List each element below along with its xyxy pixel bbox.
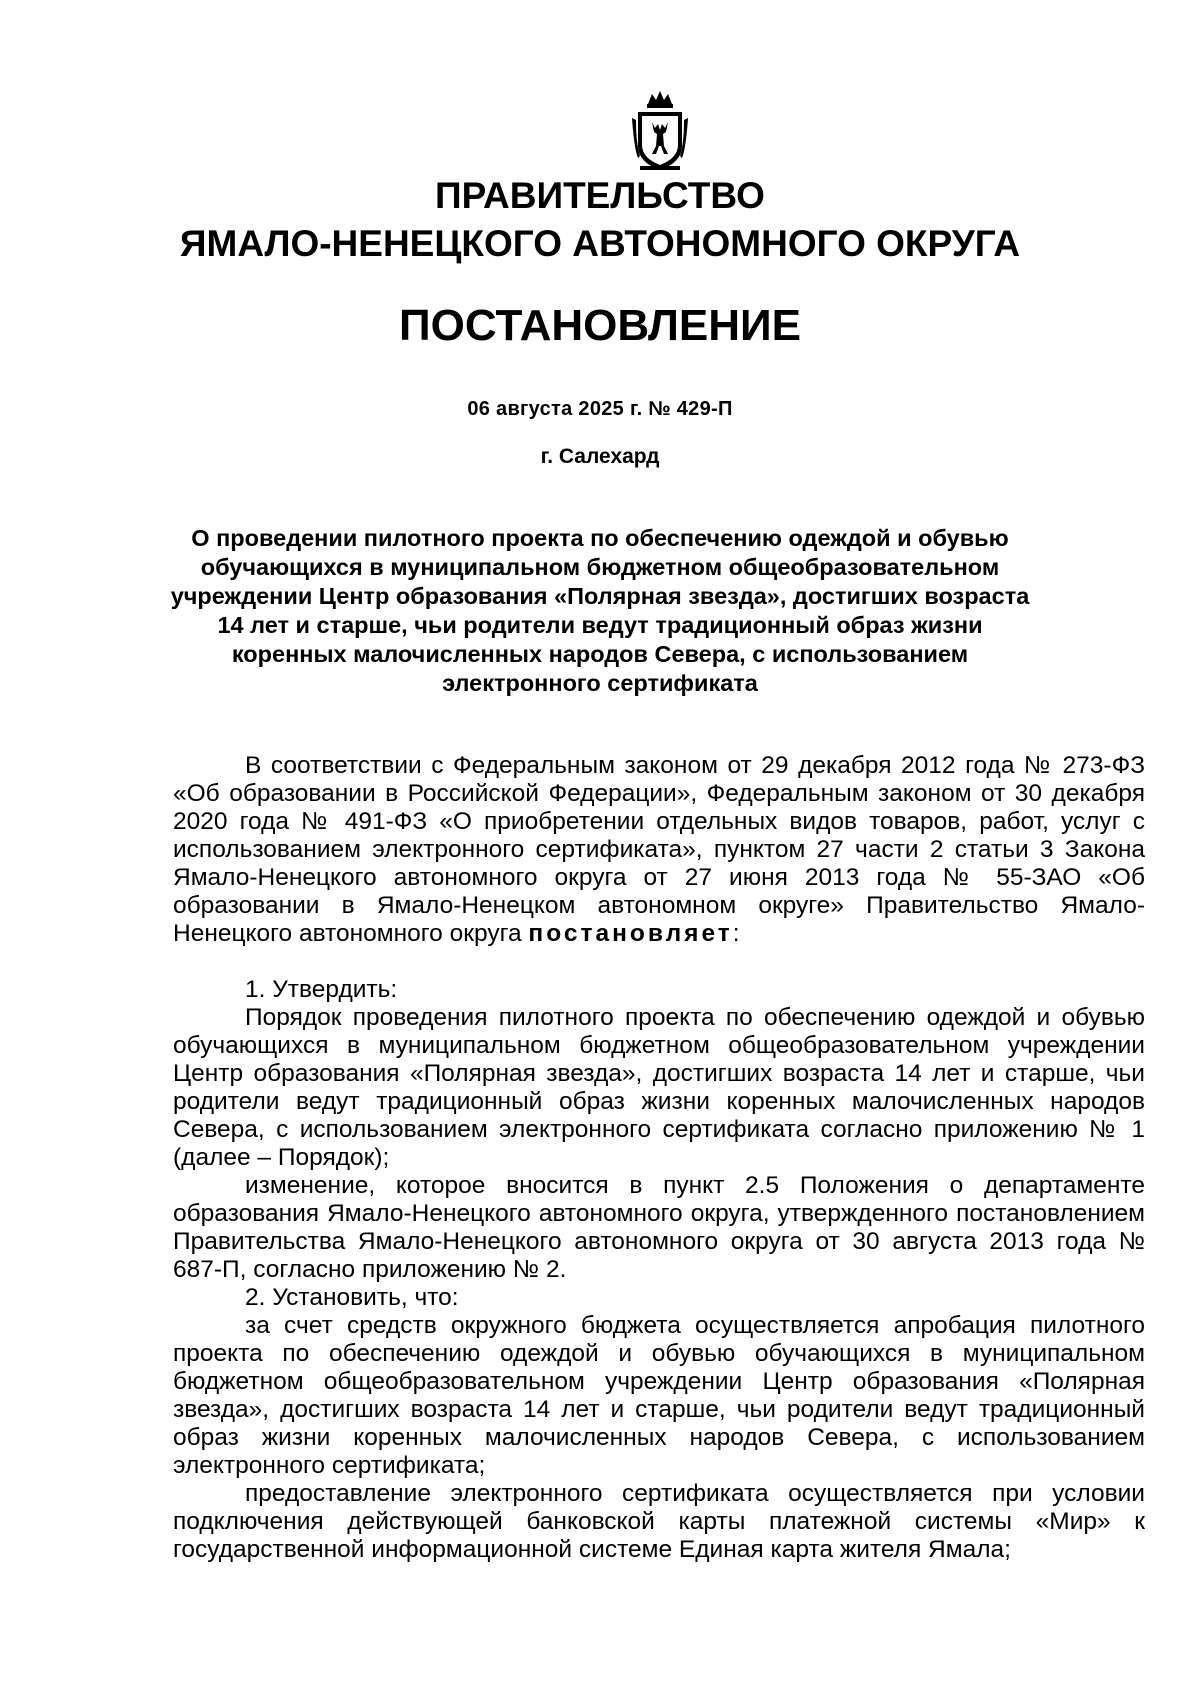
- item1-heading: 1. Утвердить:: [245, 976, 398, 1003]
- subject-line: электронного сертификата: [442, 670, 758, 696]
- item2-heading: 2. Установить, что:: [245, 1284, 459, 1311]
- preamble-end: :: [732, 920, 740, 947]
- coat-of-arms-icon: [630, 88, 690, 173]
- document-body: [173, 752, 1145, 1564]
- preamble-paragraph: [173, 752, 1145, 948]
- subject-line: 14 лет и старше, чьи родители ведут традиционный образ жизни: [217, 612, 983, 638]
- city-name: г. Салехард: [540, 445, 660, 468]
- document-subject: [140, 524, 1060, 698]
- item2-paragraph-b: предоставление электронного сертификата осуществляется при условии подключения действующей банковской карты платежной системы «Мир» к государственной информационной системе Единая карта жителя Ямала;: [173, 1480, 1145, 1563]
- government-title-line2: ЯМАЛО-НЕНЕЦКОГО АВТОНОМНОГО ОКРУГА: [179, 223, 1021, 264]
- item1-paragraph-b: изменение, которое вносится в пункт 2.5 Положения о департаменте образования Ямало-Ненецкого автономного округа, утвержденного постановлением Правительства Ямало-Ненецкого автономного округа от 30 августа 2013 года № 687-П, согласно приложению № 2.: [173, 1172, 1145, 1283]
- preamble-keyword: постановляет: [528, 920, 733, 947]
- subject-line: О проведении пилотного проекта по обеспечению одеждой и обувью: [191, 525, 1009, 551]
- government-title-line1: ПРАВИТЕЛЬСТВО: [435, 175, 765, 216]
- paragraph-gap: [173, 948, 1145, 976]
- government-title: [0, 172, 1200, 268]
- item1-paragraph-a: Порядок проведения пилотного проекта по обеспечению одеждой и обувью обучающихся в муниципальном бюджетном общеобразовательном учреждении Центр образования «Полярная звезда», достигших возраста 14 лет и старше, чьи родители ведут традиционный образ жизни коренных малочисленных народов Севера, с использованием электронного сертификата согласно приложению № 1 (далее – Порядок);: [173, 1004, 1145, 1171]
- date-and-number: 06 августа 2025 г. № 429-П: [467, 398, 733, 420]
- item2-paragraph-a: за счет средств окружного бюджета осуществляется апробация пилотного проекта по обеспечению одеждой и обувью обучающихся в муниципальном бюджетном общеобразовательном учреждении Центр образования «Полярная звезда», достигших возраста 14 лет и старше, чьи родители ведут традиционный образ жизни коренных малочисленных народов Севера, с использованием электронного сертификата;: [173, 1312, 1145, 1479]
- document-type-title: ПОСТАНОВЛЕНИЕ: [398, 301, 802, 350]
- subject-line: обучающихся в муниципальном бюджетном общеобразовательном: [200, 554, 1000, 580]
- preamble-text: В соответствии с Федеральным законом от 29 декабря 2012 года № 273-ФЗ «Об образовании в Российской Федерации», Федеральным законом от 30 декабря 2020 года № 491-ФЗ «О приобретении отдельных видов товаров, работ, услуг с использованием электронного сертификата», пунктом 27 части 2 статьи 3 Закона Ямало-Ненецкого автономного округа от 27 июня 2013 года № 55-ЗАО «Об образовании в Ямало-Ненецком автономном округе» Правительство Ямало-Ненецкого автономного округа: [173, 752, 1145, 947]
- subject-line: учреждении Центр образования «Полярная звезда», достигших возраста: [170, 583, 1030, 609]
- subject-line: коренных малочисленных народов Севера, с использованием: [231, 641, 969, 667]
